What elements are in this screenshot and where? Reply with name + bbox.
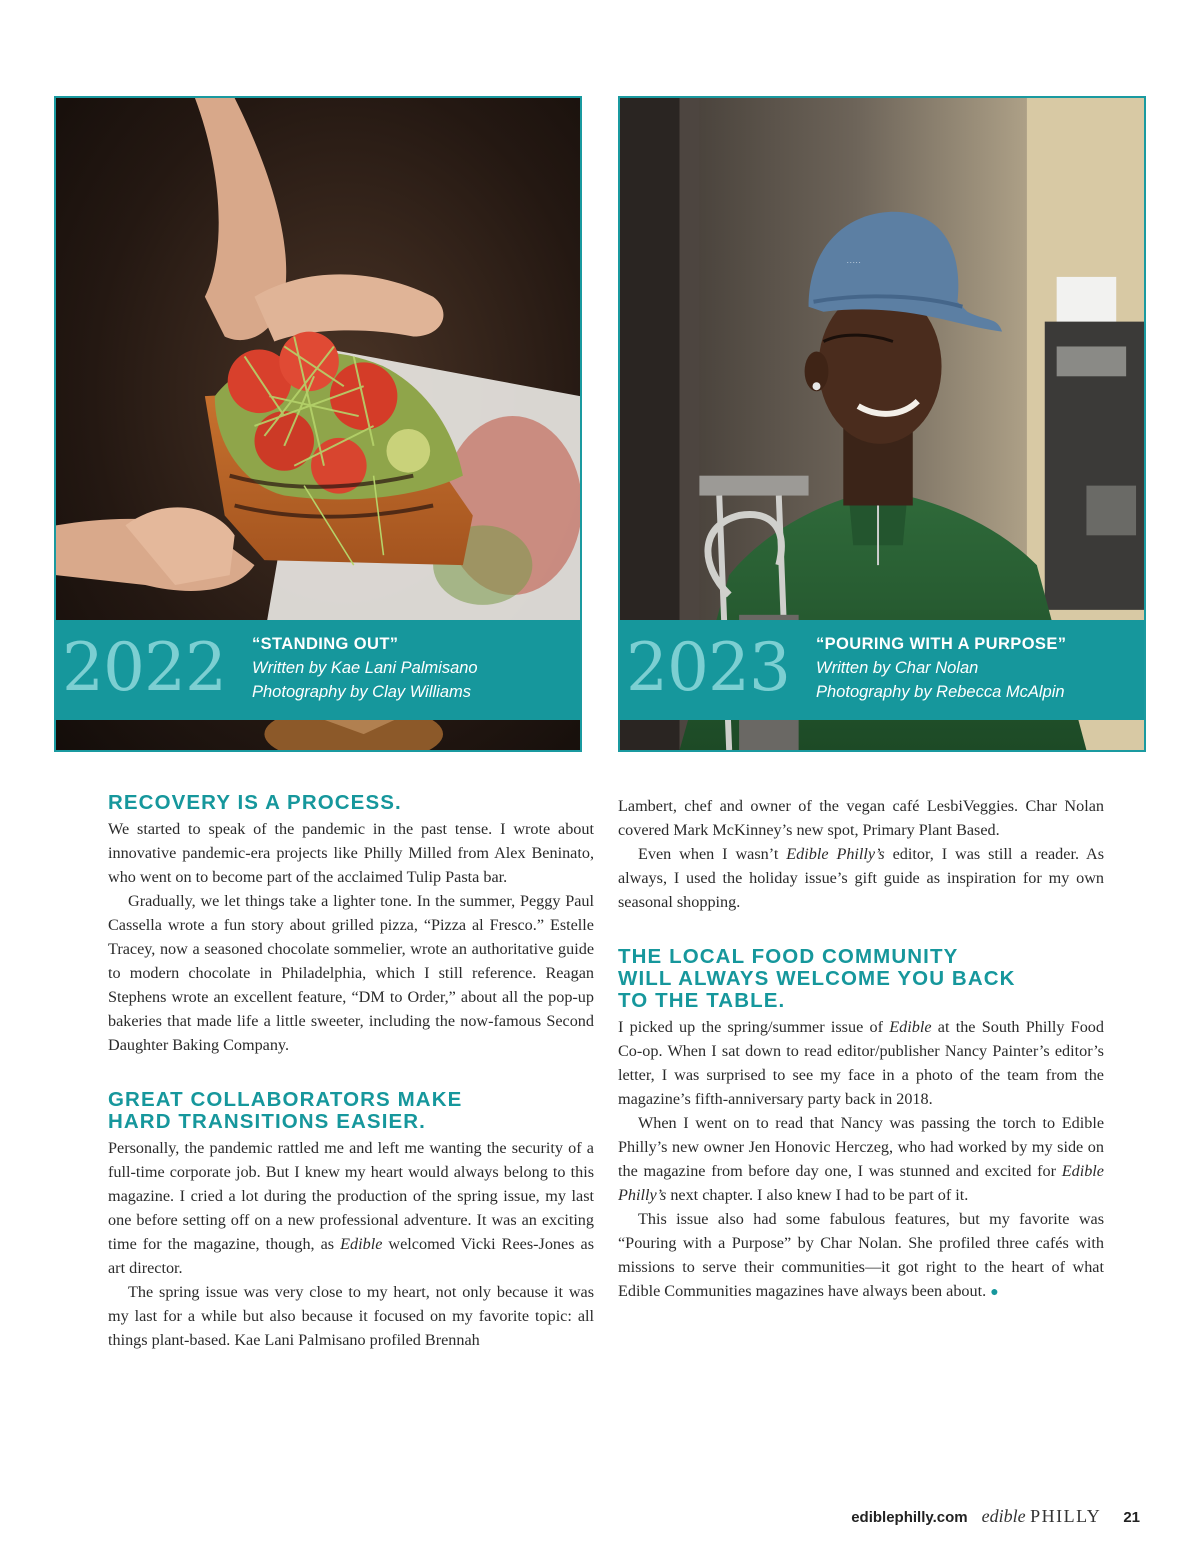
logo-italic: edible — [981, 1506, 1026, 1526]
heading-line: HARD TRANSITIONS EASIER. — [108, 1110, 426, 1133]
page-footer — [851, 1506, 1140, 1536]
caption-band — [56, 620, 580, 720]
text-run: When I went on to read that Nancy was passing the torch to Edible Philly’s new owner Jen Honovic Herczeg, who had worked by my side on the magazine from before day one, I was stunned and excited for — [618, 1114, 1104, 1180]
end-mark-icon: ● — [990, 1285, 999, 1300]
magazine-logo — [982, 1506, 1102, 1527]
text-run: next chapter. I also knew I had to be part of it. — [666, 1186, 969, 1204]
caption-band — [620, 620, 1144, 720]
article-column-right — [618, 794, 1104, 1305]
text-run: I picked up the spring/summer issue of — [618, 1018, 890, 1036]
section-heading-collaborators — [108, 1089, 594, 1133]
year-label: 2022 — [62, 629, 226, 706]
text-run: welcomed Vicki Rees-Jones as art director. — [108, 1235, 595, 1277]
article-column-left — [108, 792, 594, 1352]
paragraph: We started to speak of the pandemic in the past tense. I wrote about innovative pandemic-era projects like Philly Milled from Alex Beninato, who went on to become part of the acclaimed Tulip Pasta bar. — [108, 820, 594, 886]
story-author: Written by Kae Lani Palmisano — [252, 659, 478, 677]
paragraph — [108, 1136, 594, 1280]
magazine-name: Edible Philly’s — [786, 845, 885, 863]
heading-line: TO THE TABLE. — [618, 989, 786, 1012]
magazine-name: Edible Philly’s — [618, 1162, 1104, 1204]
caption-text — [252, 632, 578, 704]
section-heading-recovery: RECOVERY IS A PROCESS. — [108, 791, 402, 814]
photo-card-2022 — [54, 96, 582, 752]
svg-text:·····: ····· — [846, 256, 862, 267]
paragraph: Gradually, we let things take a lighter tone. In the summer, Peggy Paul Cassella wrote a fun story about grilled pizza, “Pizza al Fresco.” Estelle Tracey, now a seasoned chocolate sommelier, wrote an authoritative guide to modern chocolate in Philadelphia, which I still reference. Reagan Stephens wrote an excellent feature, “DM to Order,” about all the pop-up bakeries that made life a little sweeter, including the now-famous Second Daughter Baking Company. — [108, 892, 594, 1054]
photo-card-2023 — [618, 96, 1146, 752]
year-label: 2023 — [626, 629, 790, 706]
heading-line: WILL ALWAYS WELCOME YOU BACK — [618, 967, 1016, 990]
logo-caps: PHILLY — [1030, 1506, 1102, 1526]
section-heading-community — [618, 946, 1104, 1012]
text-run: This issue also had some fabulous features, but my favorite was “Pouring with a Purpose” by Char Nolan. She profiled three cafés with missions to serve their communities—it got right to the heart of what Edible Communities magazines have always been about. — [618, 1210, 1104, 1300]
text-run: Personally, the pandemic rattled me and left me wanting the security of a full-time corporate job. But I knew my heart would always belong to this magazine. I cried a lot during the production of the spring issue, my last one before setting off on a new professional adventure. It was an exciting time for the magazine, though, as — [108, 1139, 594, 1253]
paragraph — [618, 1015, 1104, 1111]
story-photographer: Photography by Rebecca McAlpin — [816, 683, 1065, 701]
caption-text — [816, 632, 1142, 704]
heading-line: GREAT COLLABORATORS MAKE — [108, 1088, 463, 1111]
text-run: editor, I was still a reader. As always, I used the holiday issue’s gift guide as inspiration for my own seasonal shopping. — [618, 845, 1105, 911]
text-run: at the South Philly Food Co-op. When I sat down to read editor/publisher Nancy Painter’s editor’s letter, I was surprised to see my face in a photo of the team from the magazine’s fifth-anniversary party back in 2018. — [618, 1018, 1104, 1108]
paragraph — [618, 842, 1104, 914]
paragraph: Lambert, chef and owner of the vegan café LesbiVeggies. Char Nolan covered Mark McKinney’s new spot, Primary Plant Based. — [618, 797, 1104, 839]
story-title: “POURING WITH A PURPOSE” — [816, 635, 1067, 653]
paragraph: The spring issue was very close to my heart, not only because it was my last for a while but also because it focused on my favorite topic: all things plant-based. Kae Lani Palmisano profiled Brennah — [108, 1283, 594, 1349]
magazine-name: Edible — [889, 1018, 932, 1036]
paragraph — [618, 1111, 1104, 1207]
heading-line: THE LOCAL FOOD COMMUNITY — [618, 945, 959, 968]
paragraph — [618, 1207, 1104, 1305]
text-run: Even when I wasn’t — [638, 845, 787, 863]
story-author: Written by Char Nolan — [816, 659, 979, 677]
page-number: 21 — [1123, 1509, 1140, 1526]
website-url: ediblephilly.com — [851, 1509, 968, 1526]
magazine-name: Edible — [340, 1235, 383, 1253]
story-photographer: Photography by Clay Williams — [252, 683, 472, 701]
story-title: “STANDING OUT” — [252, 635, 399, 653]
